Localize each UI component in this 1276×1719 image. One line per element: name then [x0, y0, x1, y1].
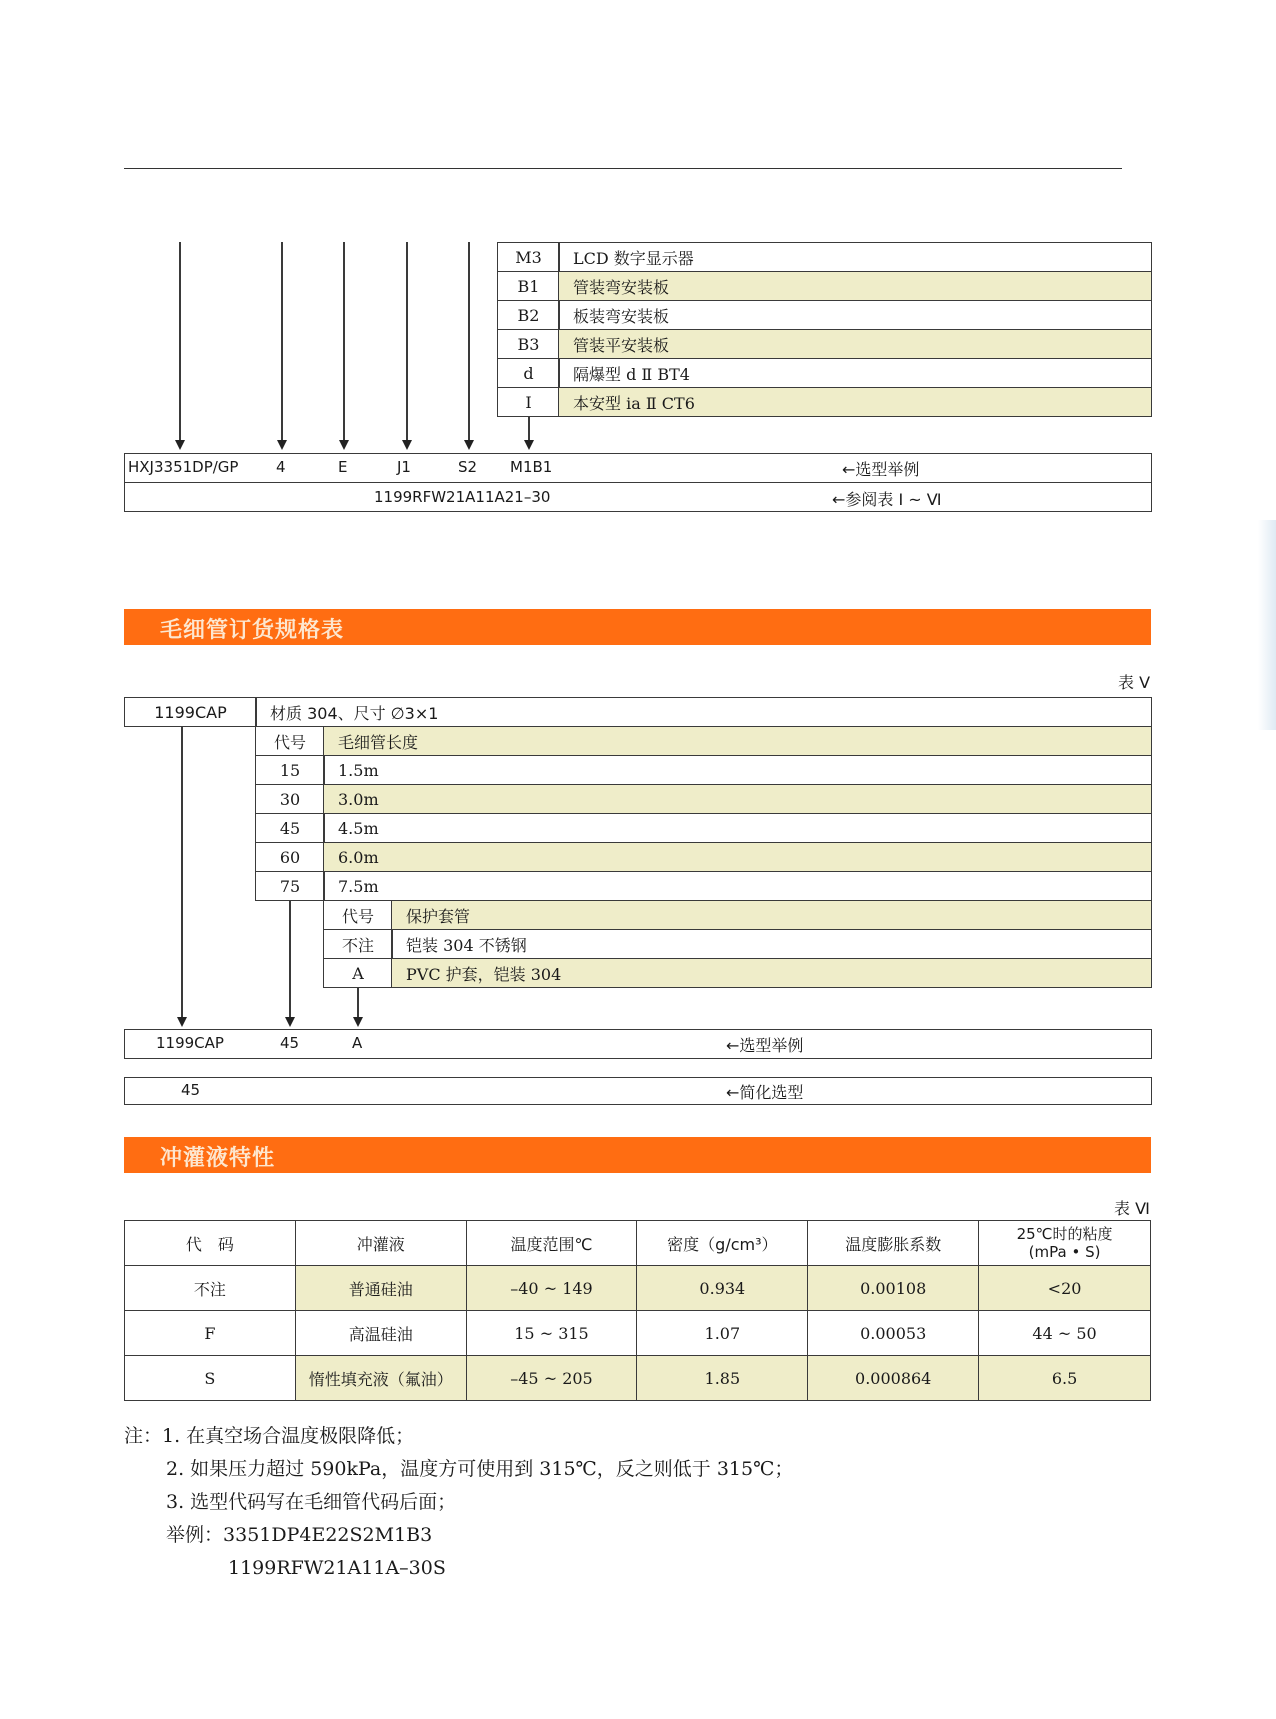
- row-fluid: 高温硅油: [295, 1311, 466, 1356]
- length-code: 30: [255, 784, 325, 814]
- note-item: 3. 选型代码写在毛细管代码后面；: [166, 1491, 457, 1513]
- example-label: ←选型举例: [726, 1036, 804, 1055]
- option-code: B3: [497, 329, 560, 359]
- option-code: I: [497, 387, 560, 417]
- row-code: F: [125, 1311, 296, 1356]
- option-desc: LCD 数字显示器: [558, 242, 1152, 272]
- row-code: S: [125, 1356, 296, 1401]
- capillary-example-row: [124, 1029, 1152, 1059]
- note-line: [124, 1420, 793, 1453]
- row-viscosity: 6.5: [979, 1356, 1151, 1401]
- example-part: 4: [276, 458, 286, 476]
- table-label: 表 Ⅵ: [1114, 1199, 1150, 1218]
- header-viscosity: [979, 1221, 1151, 1266]
- header-expansion: 温度膨胀系数: [808, 1221, 979, 1266]
- option-code: d: [497, 358, 560, 388]
- option-code: B1: [497, 271, 560, 301]
- example-part: M1B1: [510, 458, 553, 476]
- section-title: 毛细管订货规格表: [160, 618, 345, 643]
- note-example: [124, 1519, 793, 1552]
- length-value: 6.0m: [323, 842, 1152, 872]
- row-expansion: 0.00108: [808, 1266, 979, 1311]
- sleeve-name-header: 保护套管: [391, 900, 1152, 930]
- length-value: 1.5m: [323, 755, 1152, 785]
- length-code-header: 代号: [255, 726, 325, 756]
- page-edge-shading: [1258, 520, 1276, 730]
- simplified-row: [124, 1077, 1152, 1105]
- example-part-model: 1199CAP: [156, 1034, 224, 1052]
- reference-row: [124, 482, 1152, 512]
- note-example-label: 举例：: [166, 1524, 224, 1546]
- note-example-code: 3351DP4E22S2M1B3: [223, 1524, 433, 1546]
- sleeve-code: A: [323, 958, 393, 988]
- header-rule: [124, 168, 1122, 169]
- length-code: 60: [255, 842, 325, 872]
- option-desc: 隔爆型 d Ⅱ BT4: [558, 358, 1152, 388]
- header-viscosity-line1: 25℃时的粘度: [1016, 1225, 1113, 1243]
- header-temp-range: 温度范围℃: [466, 1221, 637, 1266]
- row-temp-range: 15 ~ 315: [466, 1311, 637, 1356]
- example-part-model: HXJ3351DP/GP: [128, 458, 239, 476]
- simplified-code: 45: [181, 1081, 201, 1099]
- row-density: 1.85: [637, 1356, 808, 1401]
- capillary-model: 1199CAP: [124, 697, 257, 727]
- row-viscosity: <20: [979, 1266, 1151, 1311]
- table-row: [125, 1311, 1151, 1356]
- simplified-label: ←简化选型: [726, 1083, 804, 1102]
- option-desc: 本安型 ia Ⅱ CT6: [558, 387, 1152, 417]
- capillary-material: 材质 304、尺寸 ∅3×1: [255, 697, 1152, 727]
- option-desc: 管装平安装板: [558, 329, 1152, 359]
- header-fluid: 冲灌液: [295, 1221, 466, 1266]
- length-code: 75: [255, 871, 325, 901]
- option-code: M3: [497, 242, 560, 272]
- row-fluid: 普通硅油: [295, 1266, 466, 1311]
- row-temp-range: –40 ~ 149: [466, 1266, 637, 1311]
- header-density: 密度（g/cm³）: [637, 1221, 808, 1266]
- section-header-fluid: [124, 1137, 1151, 1173]
- fluid-table: [124, 1220, 1151, 1401]
- table-row: [125, 1356, 1151, 1401]
- note-item: 2. 如果压力超过 590kPa，温度方可使用到 315℃，反之则低于 315℃；: [166, 1458, 794, 1480]
- example-part: S2: [458, 458, 478, 476]
- row-density: 1.07: [637, 1311, 808, 1356]
- row-fluid: 惰性填充液（氟油）: [295, 1356, 466, 1401]
- example-part: 45: [280, 1034, 300, 1052]
- row-expansion: 0.000864: [808, 1356, 979, 1401]
- length-code: 15: [255, 755, 325, 785]
- reference-code: 1199RFW21A11A21–30: [374, 488, 551, 506]
- note-example-code: 1199RFW21A11A–30S: [228, 1557, 446, 1579]
- option-desc: 板装弯安装板: [558, 300, 1152, 330]
- sleeve-code: 不注: [323, 929, 393, 959]
- table-row: [125, 1266, 1151, 1311]
- reference-label: ←参阅表 Ⅰ ~ Ⅵ: [832, 490, 942, 509]
- header-viscosity-line2: (mPa • S): [1028, 1243, 1101, 1261]
- row-temp-range: –45 ~ 205: [466, 1356, 637, 1401]
- option-desc: 管装弯安装板: [558, 271, 1152, 301]
- example-part: A: [352, 1034, 363, 1052]
- sleeve-code-header: 代号: [323, 900, 393, 930]
- row-density: 0.934: [637, 1266, 808, 1311]
- notes: [124, 1420, 793, 1585]
- length-code: 45: [255, 813, 325, 843]
- length-value: 4.5m: [323, 813, 1152, 843]
- notes-prefix: 注：: [124, 1425, 163, 1447]
- table-header-row: [125, 1221, 1151, 1266]
- row-viscosity: 44 ~ 50: [979, 1311, 1151, 1356]
- row-code: 不注: [125, 1266, 296, 1311]
- example-part: E: [338, 458, 348, 476]
- length-value: 7.5m: [323, 871, 1152, 901]
- length-value: 3.0m: [323, 784, 1152, 814]
- example-label: ←选型举例: [842, 460, 920, 479]
- row-expansion: 0.00053: [808, 1311, 979, 1356]
- table-label: 表 Ⅴ: [1118, 673, 1151, 692]
- option-code: B2: [497, 300, 560, 330]
- section-header-capillary: [124, 609, 1151, 645]
- note-item: 1. 在真空场合温度极限降低；: [162, 1425, 415, 1447]
- header-code: 代 码: [125, 1221, 296, 1266]
- length-name-header: 毛细管长度: [323, 726, 1152, 756]
- example-part: J1: [397, 458, 411, 476]
- sleeve-value: PVC 护套，铠装 304: [391, 958, 1152, 988]
- sleeve-value: 铠装 304 不锈钢: [391, 929, 1152, 959]
- section-title: 冲灌液特性: [160, 1146, 276, 1171]
